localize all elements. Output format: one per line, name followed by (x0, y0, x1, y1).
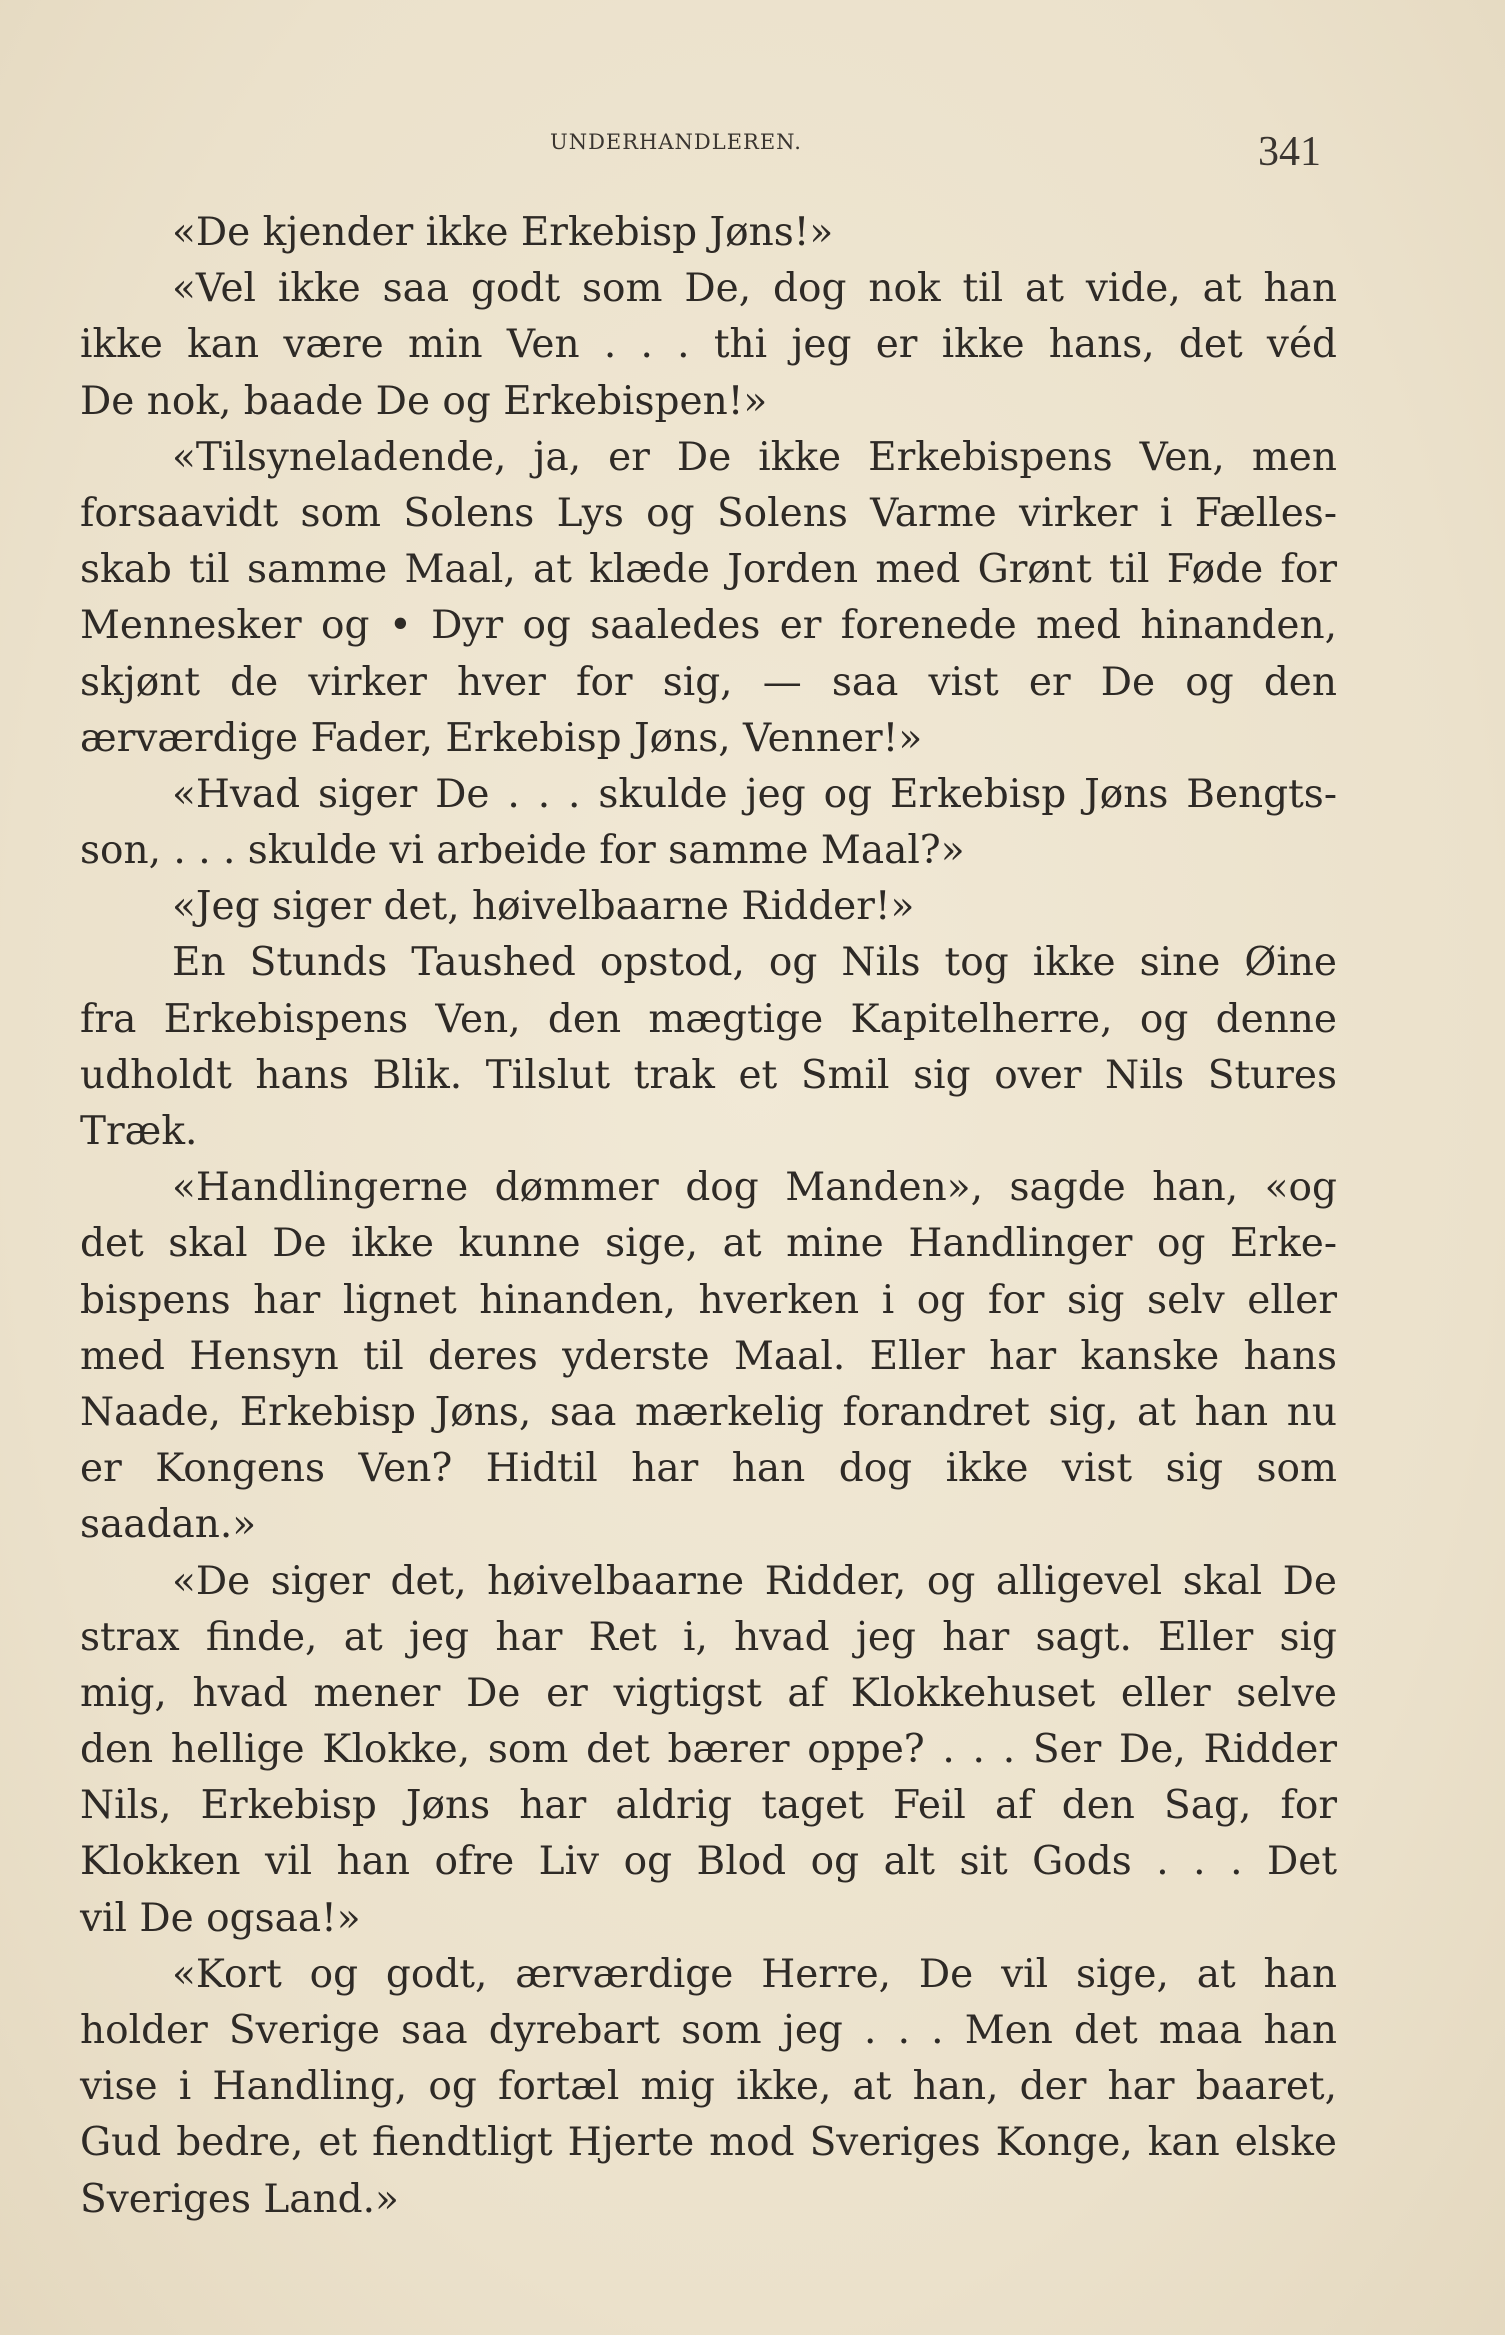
text-line: «De siger det, høivelbaarne Ridder, og alligevel skal De (172, 1558, 1337, 1604)
text-line: Gud bedre, et fiendtligt Hjerte mod Sveriges Konge, kan elske (80, 2120, 1337, 2166)
text-line: En Stunds Taushed opstod, og Nils tog ikke sine Øine (172, 940, 1337, 986)
page-number: 341 (1258, 129, 1321, 175)
text-line: skjønt de virker hver for sig, — saa vist er De og den (80, 659, 1337, 705)
text-line: «Kort og godt, ærværdige Herre, De vil sige, at han (172, 1951, 1337, 1997)
text-line: ikke kan være min Ven . . . thi jeg er ikke hans, det véd (80, 322, 1337, 368)
text-line: «Tilsyneladende, ja, er De ikke Erkebispens Ven, men (172, 434, 1337, 480)
text-line: forsaavidt som Solens Lys og Solens Varme virker i Fælles- (80, 490, 1337, 536)
text-line: med Hensyn til deres yderste Maal. Eller har kanske hans (80, 1333, 1337, 1379)
text-line: Nils, Erkebisp Jøns har aldrig taget Feil af den Sag, for (80, 1783, 1337, 1829)
text-line: vise i Handling, og fortæl mig ikke, at han, der har baaret, (80, 2064, 1337, 2110)
body-text (80, 205, 1337, 2228)
text-line: «De kjender ikke Erkebisp Jøns!» (172, 210, 834, 255)
text-line: «Jeg siger det, høivelbaarne Ridder!» (172, 884, 915, 930)
text-line: strax finde, at jeg har Ret i, hvad jeg har sagt. Eller sig (80, 1614, 1337, 1660)
text-line: Sveriges Land.» (80, 2176, 399, 2222)
text-line: Mennesker og • Dyr og saaledes er forenede med hinanden, (80, 603, 1337, 649)
text-line: vil De ogsaa!» (80, 1895, 361, 1941)
text-line: det skal De ikke kunne sige, at mine Handlinger og Erke- (80, 1221, 1337, 1267)
text-line: Naade, Erkebisp Jøns, saa mærkelig forandret sig, at han nu (80, 1389, 1337, 1435)
running-title: UNDERHANDLEREN. (550, 130, 802, 154)
text-line: «Handlingerne dømmer dog Manden», sagde han, «og (172, 1165, 1337, 1211)
text-line: fra Erkebispens Ven, den mægtige Kapitelherre, og denne (80, 996, 1337, 1042)
text-line: mig, hvad mener De er vigtigst af Klokkehuset eller selve (80, 1670, 1337, 1716)
text-line: den hellige Klokke, som det bærer oppe? . . . Ser De, Ridder (80, 1727, 1337, 1773)
text-line: De nok, baade De og Erkebispen!» (80, 378, 768, 424)
text-line: saadan.» (80, 1502, 257, 1548)
text-line: ærværdige Fader, Erkebisp Jøns, Venner!» (80, 715, 923, 761)
text-line: bispens har lignet hinanden, hverken i og for sig selv eller (80, 1277, 1337, 1323)
text-line: son, . . . skulde vi arbeide for samme Maal?» (80, 828, 965, 874)
text-line: «Vel ikke saa godt som De, dog nok til at vide, at han (172, 266, 1337, 312)
text-line: «Hvad siger De . . . skulde jeg og Erkebisp Jøns Bengts- (172, 771, 1337, 817)
text-line: Træk. (80, 1109, 198, 1154)
text-line: skab til samme Maal, at klæde Jorden med Grønt til Føde for (80, 547, 1337, 593)
text-line: Klokken vil han ofre Liv og Blod og alt sit Gods . . . Det (80, 1839, 1337, 1885)
text-line: holder Sverige saa dyrebart som jeg . . . Men det maa han (80, 2008, 1337, 2053)
text-line: udholdt hans Blik. Tilslut trak et Smil sig over Nils Stures (80, 1052, 1337, 1098)
text-line: er Kongens Ven? Hidtil har han dog ikke vist sig som (80, 1446, 1337, 1492)
